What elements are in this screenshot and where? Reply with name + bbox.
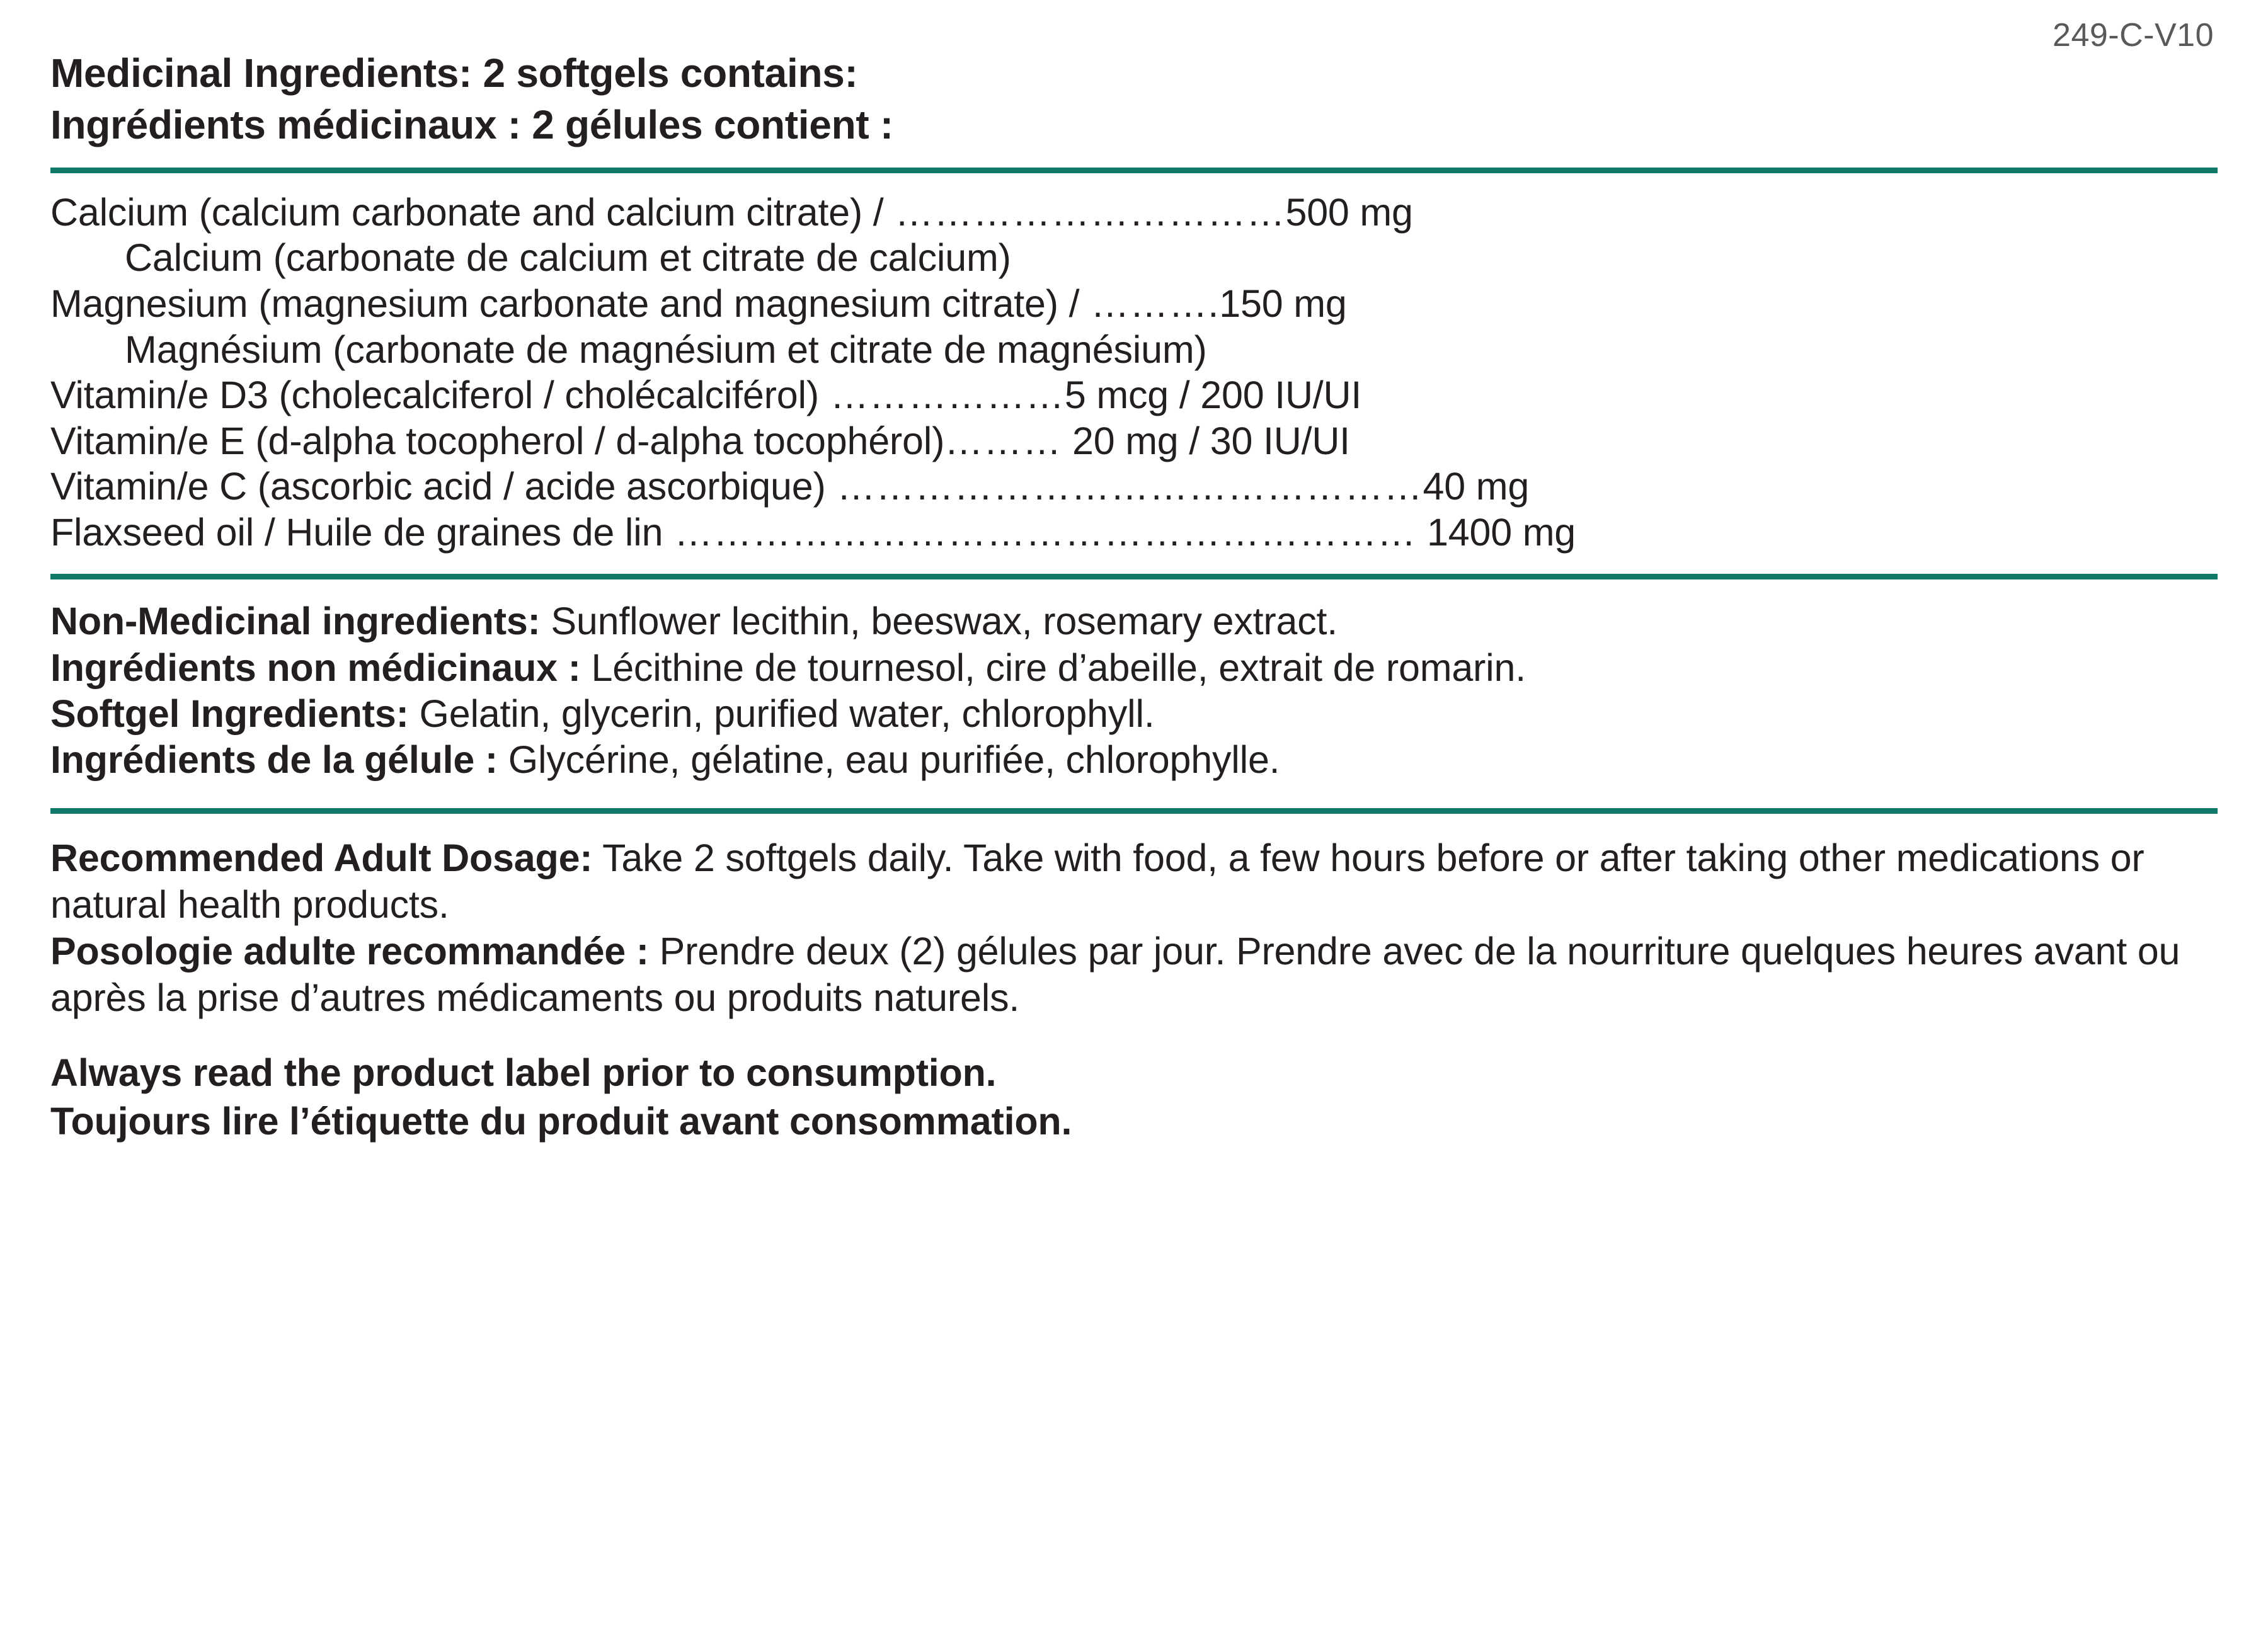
ingredient-name-en: Flaxseed oil / Huile de graines de lin — [50, 510, 663, 554]
softgel-fr — [50, 737, 2218, 783]
softgel-label-en: Softgel Ingredients: — [50, 692, 409, 735]
dosage-section — [50, 835, 2218, 1021]
document-code: 249-C-V10 — [2053, 17, 2214, 54]
ingredient-amount: 150 mg — [1219, 282, 1347, 325]
ingredient-name-en: Magnesium (magnesium carbonate and magnesium citrate) / — [50, 282, 1080, 325]
softgel-text-fr: Glycérine, gélatine, eau purifiée, chlorophylle. — [498, 738, 1280, 781]
ingredient-amount: 20 mg / 30 IU/UI — [1062, 419, 1350, 462]
warning-fr: Toujours lire l’étiquette du produit avant consommation. — [50, 1099, 1072, 1143]
ingredient-amount: 500 mg — [1285, 190, 1413, 234]
ingredient-name-fr: Magnésium (carbonate de magnésium et citrate de magnésium) — [125, 328, 1207, 371]
non-medicinal-label-fr: Ingrédients non médicinaux : — [50, 646, 581, 689]
ingredient-name-fr: Calcium (carbonate de calcium et citrate de calcium) — [125, 236, 1011, 280]
dosage-label-en: Recommended Adult Dosage: — [50, 836, 593, 880]
ingredient-leader: ………. — [1079, 282, 1220, 325]
ingredient-item — [50, 281, 2218, 372]
divider-top — [50, 168, 2218, 173]
medicinal-heading-en: Medicinal Ingredients: 2 softgels contains: — [50, 50, 858, 96]
ingredient-item — [50, 510, 2218, 556]
dosage-fr — [50, 928, 2218, 1022]
ingredient-amount: 5 mcg / 200 IU/UI — [1064, 374, 1362, 417]
ingredient-name-en: Vitamin/e D3 (cholecalciferol / cholécalciférol) — [50, 374, 819, 417]
ingredient-name-en: Vitamin/e E (d-alpha tocopherol / d-alpha tocophérol) — [50, 419, 945, 462]
ingredient-name-en: Vitamin/e C (ascorbic acid / acide ascorbique) — [50, 465, 826, 508]
non-medicinal-text-en: Sunflower lecithin, beeswax, rosemary extract. — [540, 600, 1338, 643]
ingredient-name-en: Calcium (calcium carbonate and calcium citrate) / — [50, 190, 884, 234]
dosage-en — [50, 835, 2218, 928]
non-medicinal-text-fr: Lécithine de tournesol, cire d’abeille, extrait de romarin. — [580, 646, 1526, 689]
ingredient-leader: ………………………… — [883, 190, 1286, 234]
non-medicinal-section — [50, 598, 2218, 783]
ingredient-amount: 40 mg — [1423, 465, 1530, 508]
medicinal-heading-fr: Ingrédients médicinaux : 2 gélules contient : — [50, 101, 893, 147]
dosage-label-fr: Posologie adulte recommandée : — [50, 929, 649, 973]
ingredient-item — [50, 418, 2218, 464]
ingredient-leader: ……………………………………… — [825, 465, 1423, 508]
divider-bottom — [50, 808, 2218, 814]
non-medicinal-en — [50, 598, 2218, 644]
ingredient-item — [50, 372, 2218, 418]
softgel-text-en: Gelatin, glycerin, purified water, chlorophyll. — [408, 692, 1155, 735]
non-medicinal-fr — [50, 645, 2218, 691]
warning-en: Always read the product label prior to consumption. — [50, 1051, 997, 1095]
softgel-en — [50, 691, 2218, 737]
ingredient-leader: ……………… — [818, 374, 1065, 417]
softgel-label-fr: Ingrédients de la gélule : — [50, 738, 498, 781]
ingredient-item — [50, 190, 2218, 281]
medicinal-heading — [50, 0, 2218, 151]
warning-section — [50, 1049, 2218, 1145]
ingredient-leader: ………………………………………………… — [663, 510, 1417, 554]
medicinal-ingredients-list — [50, 190, 2218, 556]
ingredient-leader: ……… — [944, 419, 1062, 462]
non-medicinal-label-en: Non-Medicinal ingredients: — [50, 600, 541, 643]
dosage-text-en: Take 2 softgels daily. Take with food, a few hours before or after taking other medications or natural health products. — [50, 836, 2145, 926]
ingredient-amount: 1400 mg — [1416, 510, 1576, 554]
divider-middle — [50, 574, 2218, 579]
ingredient-item — [50, 464, 2218, 510]
dosage-text-fr: Prendre deux (2) gélules par jour. Prendre avec de la nourriture quelques heures avant ou après la prise d’autres médicaments ou produits naturels. — [50, 929, 2180, 1019]
